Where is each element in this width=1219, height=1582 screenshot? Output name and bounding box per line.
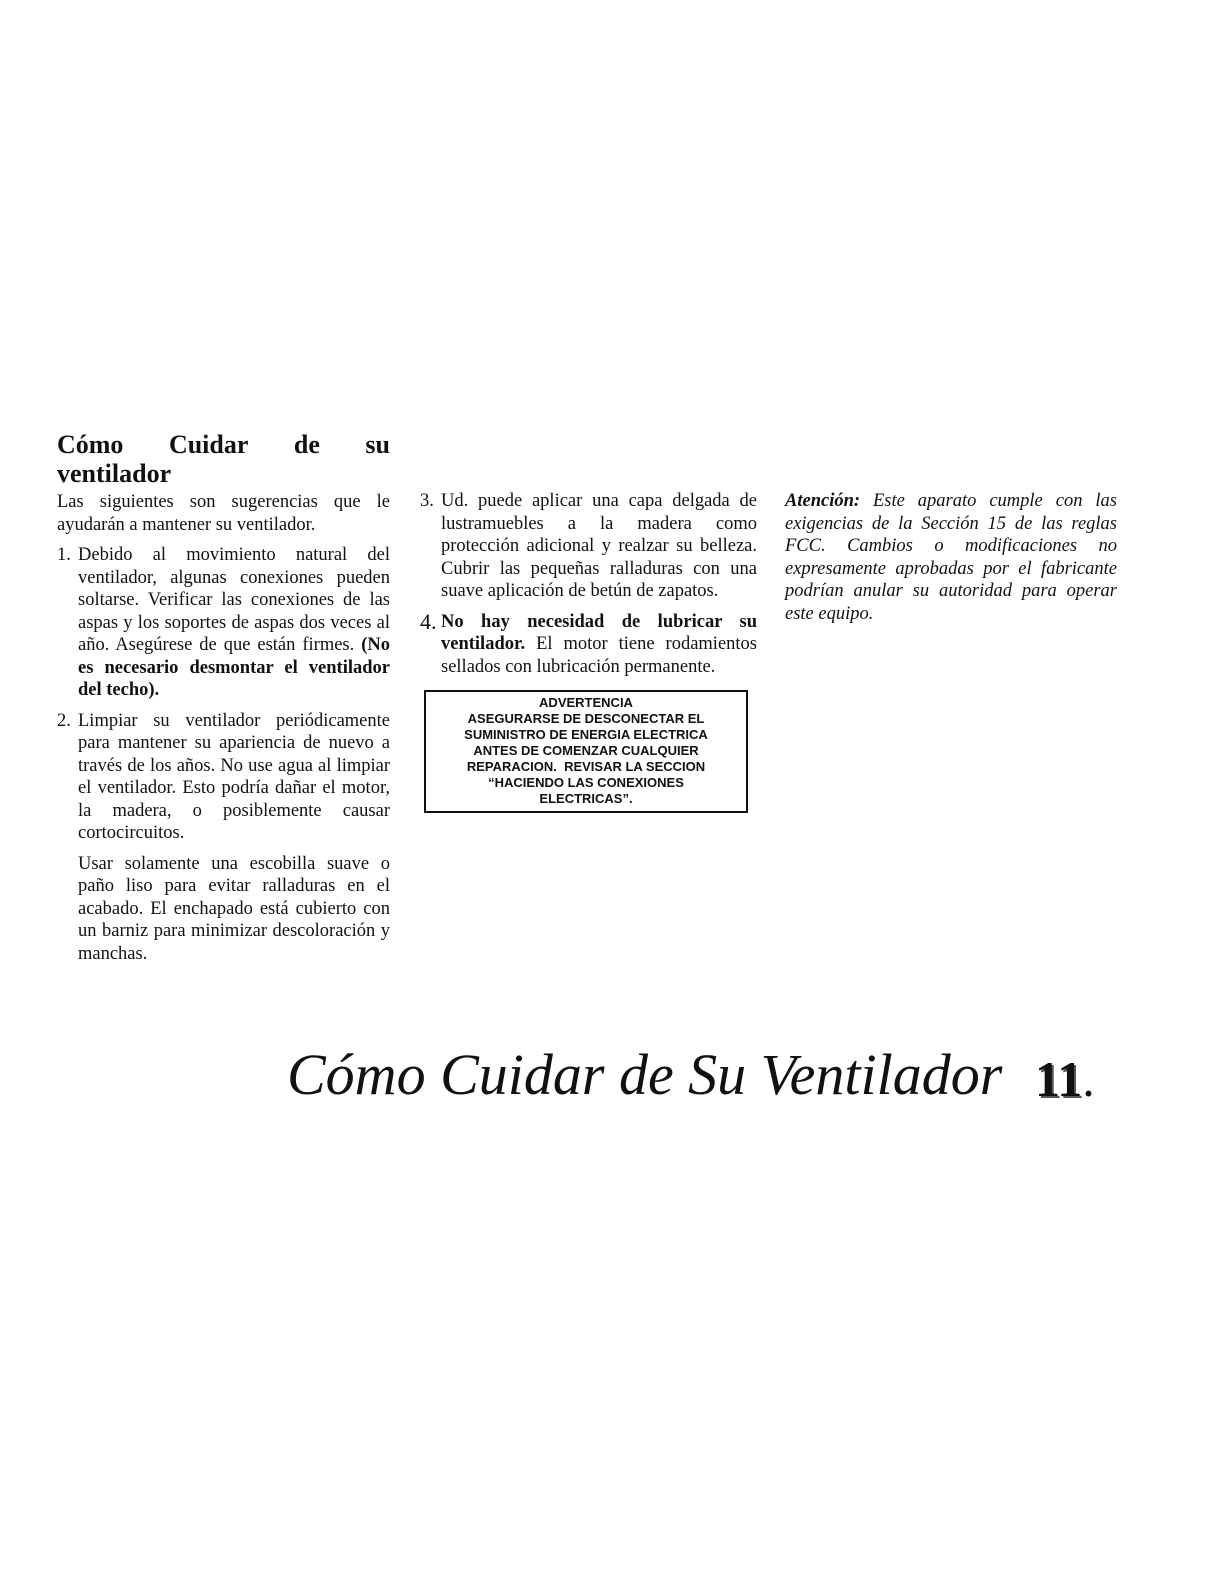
item-number: 3. <box>420 491 434 511</box>
heading-word: su <box>365 430 390 459</box>
list-item-2-continuation: Usar solamente una escobilla suave o paño liso para evitar ralladuras en el acabado. El enchapado está cubierto con un barniz para minimizar descoloración y manchas. <box>78 853 390 964</box>
warning-line: ASEGURARSE DE DESCONECTAR EL <box>467 711 705 726</box>
page-number-digits: 11 <box>1035 1051 1083 1107</box>
warning-line: REPARACION. REVISAR LA SECCION <box>466 759 706 774</box>
intro-paragraph: Las siguientes son sugerencias que le ayudarán a mantener su ventilador. <box>57 492 390 535</box>
heading-word: Cómo <box>57 430 124 459</box>
item-text-regular: El motor tiene rodamientos sellados con lubricación permanente. <box>441 634 757 677</box>
heading-line-2: ventilador <box>57 459 172 488</box>
item-number: 2. <box>57 710 71 731</box>
warning-line: ELECTRICAS”. <box>539 791 633 806</box>
warning-box <box>424 690 748 813</box>
page-number <box>1035 1049 1095 1109</box>
column-right <box>785 490 1117 625</box>
warning-title: ADVERTENCIA <box>539 695 633 710</box>
column-left <box>57 430 390 965</box>
list-item-3 <box>420 490 757 603</box>
item-text-bold: (No es necesario desmontar el ventilador del techo). <box>78 635 390 700</box>
section-heading <box>57 430 390 488</box>
item-text <box>78 544 390 702</box>
heading-word: de <box>293 430 320 459</box>
item-text: Limpiar su ventilador periódicamente para mantener su apariencia de nuevo a través de los años. No use agua al limpiar el ventilador. Esto podría dañar el motor, la madera, o posiblemente causar cortocircuitos. <box>78 710 390 843</box>
item-text-bold: No hay necesidad de lubricar su ventilador. <box>441 611 757 654</box>
column-middle <box>420 490 757 813</box>
notice-text: Este aparato cumple con las exigencias de la Sección 15 de las reglas FCC. Cambios o modificaciones no expresamente aprobadas por el fabricante podrían anular su autoridad para operar este equipo. <box>785 491 1117 624</box>
page-footer-title: Cómo Cuidar de Su Ventilador <box>287 1042 1003 1107</box>
item-number: 4. <box>420 608 437 634</box>
list-item-4 <box>420 608 757 679</box>
page-number-dot: . <box>1082 1051 1095 1107</box>
fcc-notice <box>785 490 1117 625</box>
warning-line: ANTES DE COMENZAR CUALQUIER <box>473 743 699 758</box>
item-text-regular: Debido al movimiento natural del ventilador, algunas conexiones pueden soltarse. Verificar las conexiones de las aspas y los soportes de aspas dos veces al año. Asegúrese de que están firmes. <box>78 545 390 655</box>
heading-line-1 <box>57 430 390 459</box>
item-text <box>441 611 757 679</box>
item-number: 1. <box>57 545 71 565</box>
warning-line: SUMINISTRO DE ENERGIA ELECTRICA <box>464 727 708 742</box>
heading-word: Cuidar <box>168 430 249 459</box>
item-text: Ud. puede aplicar una capa delgada de lustramuebles a la madera como protección adicional y realzar su belleza. Cubrir las pequeñas ralladuras con una suave aplicación de betún de zapatos. <box>441 491 757 601</box>
list-item-1 <box>57 544 390 702</box>
notice-label: Atención: <box>785 491 861 511</box>
warning-line: “HACIENDO LAS CONEXIONES <box>488 775 684 790</box>
list-item-2 <box>57 710 390 845</box>
